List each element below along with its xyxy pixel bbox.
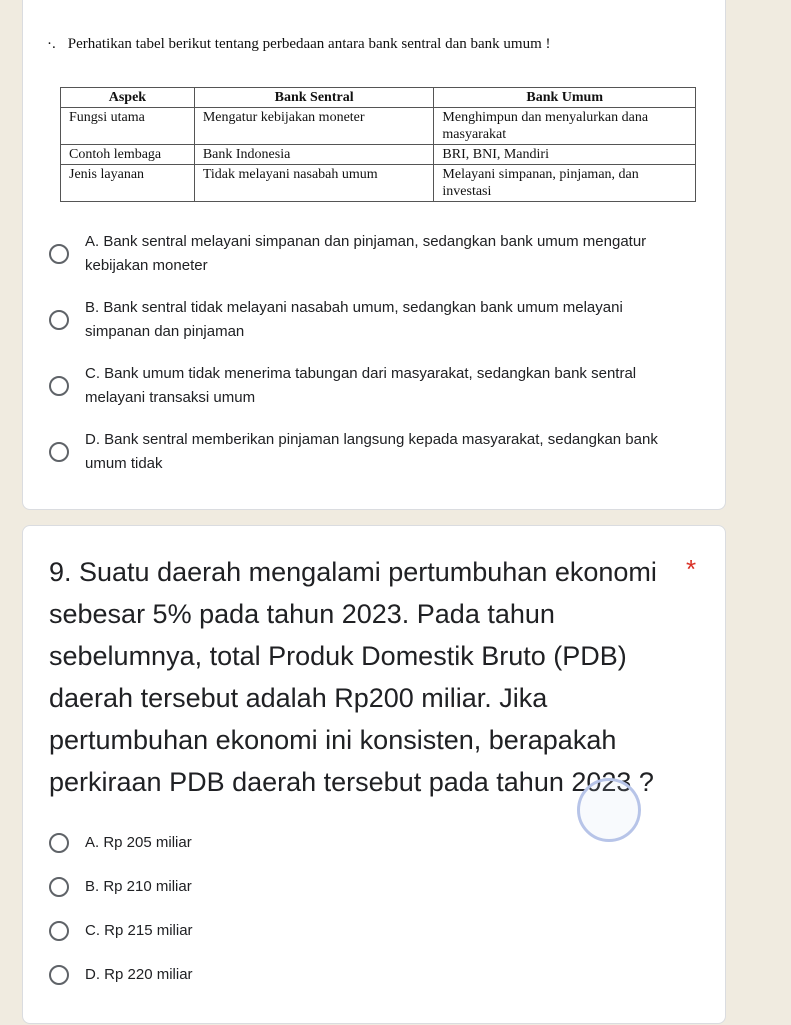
question-8-text: Perhatikan tabel berikut tentang perbedaan antara bank sentral dan bank umum ! <box>67 36 551 52</box>
question-card-8 <box>22 0 726 510</box>
option-label: B. Rp 210 miliar <box>85 878 192 895</box>
option-label: C. Rp 215 miliar <box>85 922 193 939</box>
table-row <box>61 145 696 165</box>
option-a[interactable] <box>49 230 689 278</box>
required-asterisk: * <box>686 554 697 584</box>
radio-button[interactable] <box>49 376 69 396</box>
table-row <box>61 108 696 145</box>
table-header-cell: Bank Umum <box>434 88 696 108</box>
question-8-title <box>47 36 707 53</box>
table-header-row <box>61 88 696 108</box>
radio-button[interactable] <box>49 442 69 462</box>
table-cell: BRI, BNI, Mandiri <box>434 145 696 165</box>
table-cell: Jenis layanan <box>61 165 195 202</box>
option-label: D. Bank sentral memberikan pinjaman langsung kepada masyarakat, sedangkan bank umum tidak <box>85 431 658 472</box>
question-card-9 <box>22 525 726 1024</box>
table-cell: Contoh lembaga <box>61 145 195 165</box>
option-d[interactable] <box>49 428 689 476</box>
radio-button[interactable] <box>49 965 69 985</box>
option-label: B. Bank sentral tidak melayani nasabah umum, sedangkan bank umum melayani simpanan dan pinjaman <box>85 299 623 340</box>
comparison-table <box>60 87 696 202</box>
table-cell: Mengatur kebijakan moneter <box>194 108 434 145</box>
radio-button[interactable] <box>49 921 69 941</box>
table-row <box>61 165 696 202</box>
table-header-cell: Aspek <box>61 88 195 108</box>
question-9-title: 9. Suatu daerah mengalami pertumbuhan ekonomi sebesar 5% pada tahun 2023. Pada tahun sebelumnya, total Produk Domestik Bruto (PDB) daerah tersebut adalah Rp200 miliar. Jika pertumbuhan ekonomi ini konsisten, berapakah perkiraan PDB daerah tersebut pada tahun 2023 ? <box>49 557 657 797</box>
option-label: C. Bank umum tidak menerima tabungan dari masyarakat, sedangkan bank sentral melayani transaksi umum <box>85 365 637 406</box>
option-a[interactable] <box>49 831 689 855</box>
option-label: A. Bank sentral melayani simpanan dan pinjaman, sedangkan bank umum mengatur kebijakan moneter <box>85 233 647 274</box>
radio-button[interactable] <box>49 244 69 264</box>
table-cell: Menghimpun dan menyalurkan dana masyarakat <box>434 108 696 145</box>
option-c[interactable] <box>49 919 689 943</box>
option-b[interactable] <box>49 296 689 344</box>
option-c[interactable] <box>49 362 689 410</box>
radio-button[interactable] <box>49 877 69 897</box>
table-cell: Melayani simpanan, pinjaman, dan investasi <box>434 165 696 202</box>
option-b[interactable] <box>49 875 689 899</box>
option-label: D. Rp 220 miliar <box>85 966 193 983</box>
option-d[interactable] <box>49 963 689 987</box>
radio-button[interactable] <box>49 833 69 853</box>
option-label: A. Rp 205 miliar <box>85 834 192 851</box>
table-cell: Fungsi utama <box>61 108 195 145</box>
question-number-fragment: ·. <box>47 36 56 52</box>
radio-button[interactable] <box>49 310 69 330</box>
table-cell: Tidak melayani nasabah umum <box>194 165 434 202</box>
table-cell: Bank Indonesia <box>194 145 434 165</box>
table-header-cell: Bank Sentral <box>194 88 434 108</box>
